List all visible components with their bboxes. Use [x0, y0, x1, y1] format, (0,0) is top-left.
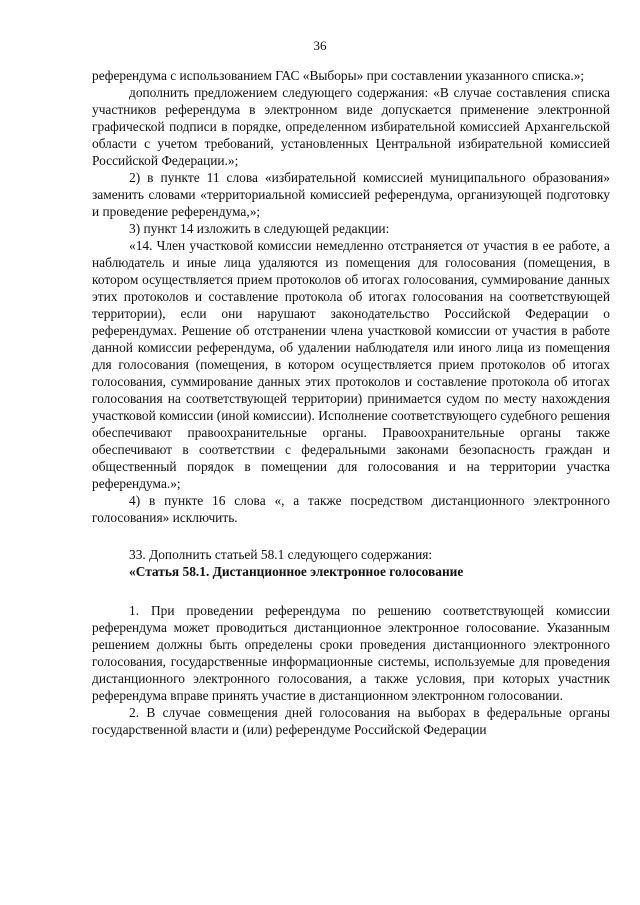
paragraph-item-2: 2) в пункте 11 слова «избирательной комиссией муниципального образования» заменить словами «территориальной комиссией референдума, организующей подготовку и проведение референдума,»; — [92, 170, 610, 219]
article-paragraph-2: 2. В случае совмещения дней голосования на выборах в федеральные органы государственной власти и (или) референдуме Российской Федерации — [92, 705, 610, 737]
paragraph-item-3: 3) пункт 14 изложить в следующей редакции: — [129, 221, 390, 236]
paragraph-clause-14: «14. Член участковой комиссии немедленно отстраняется от участия в ее работе, а наблюдатель и иные лица удаляются из помещения для голосования (помещения, в котором осуществляется прием протоколов об итогах голосования, суммирование данных этих протоколов и составление протокола об итогах голосования на соответствующей территории), если они нарушают законодательство Российской Федерации о референдумах. Решение об отстранении члена участковой комиссии от участия в работе данной комиссии референдума, об удалении наблюдателя или иного лица из помещения для голосования (помещения, в котором осуществляется прием протоколов об итогах голосования, суммирование данных этих протоколов и составление протокола об итогах голосования на соответствующей территории) принимается судом по месту нахождения участковой комиссии (иной комиссии). Исполнение соответствующего судебного решения обеспечивают правоохранительные органы. Правоохранительные органы также обеспечивают в соответствии с федеральными законами безопасность граждан и общественный порядок в помещении для голосования и на территории участка референдума.»; — [92, 238, 610, 491]
spacer — [92, 580, 610, 602]
paragraph-item-4: 4) в пункте 16 слова «, а также посредством дистанционного электронного голосования» исключить. — [92, 493, 610, 525]
article-heading: «Статья 58.1. Дистанционное электронное голосование — [129, 564, 464, 579]
section-intro: 33. Дополнить статьей 58.1 следующего содержания: — [129, 547, 433, 562]
article-paragraph-1: 1. При проведении референдума по решению соответствующей комиссии референдума может проводиться дистанционное электронное голосование. Указанным решением должны быть определены сроки проведения дистанционного электронного голосования, государственные информационные системы, используемые для проведения дистанционного электронного голосования, а также условия, при которых участник референдума вправе принять участие в дистанционном электронном голосовании. — [92, 603, 610, 703]
paragraph-continuation: референдума с использованием ГАС «Выборы» при составлении указанного списка.»; — [92, 68, 585, 83]
spacer — [92, 526, 610, 546]
paragraph-amendment-add-sentence: дополнить предложением следующего содержания: «В случае составления списка участников референдума в электронном виде допускается применение электронной графической подписи в порядке, определенном избирательной комиссией Архангельской области с учетом требований, установленных Центральной избирательной комиссией Российской Федерации.»; — [92, 85, 610, 168]
document-body — [92, 67, 610, 738]
page-number: 36 — [313, 38, 327, 53]
